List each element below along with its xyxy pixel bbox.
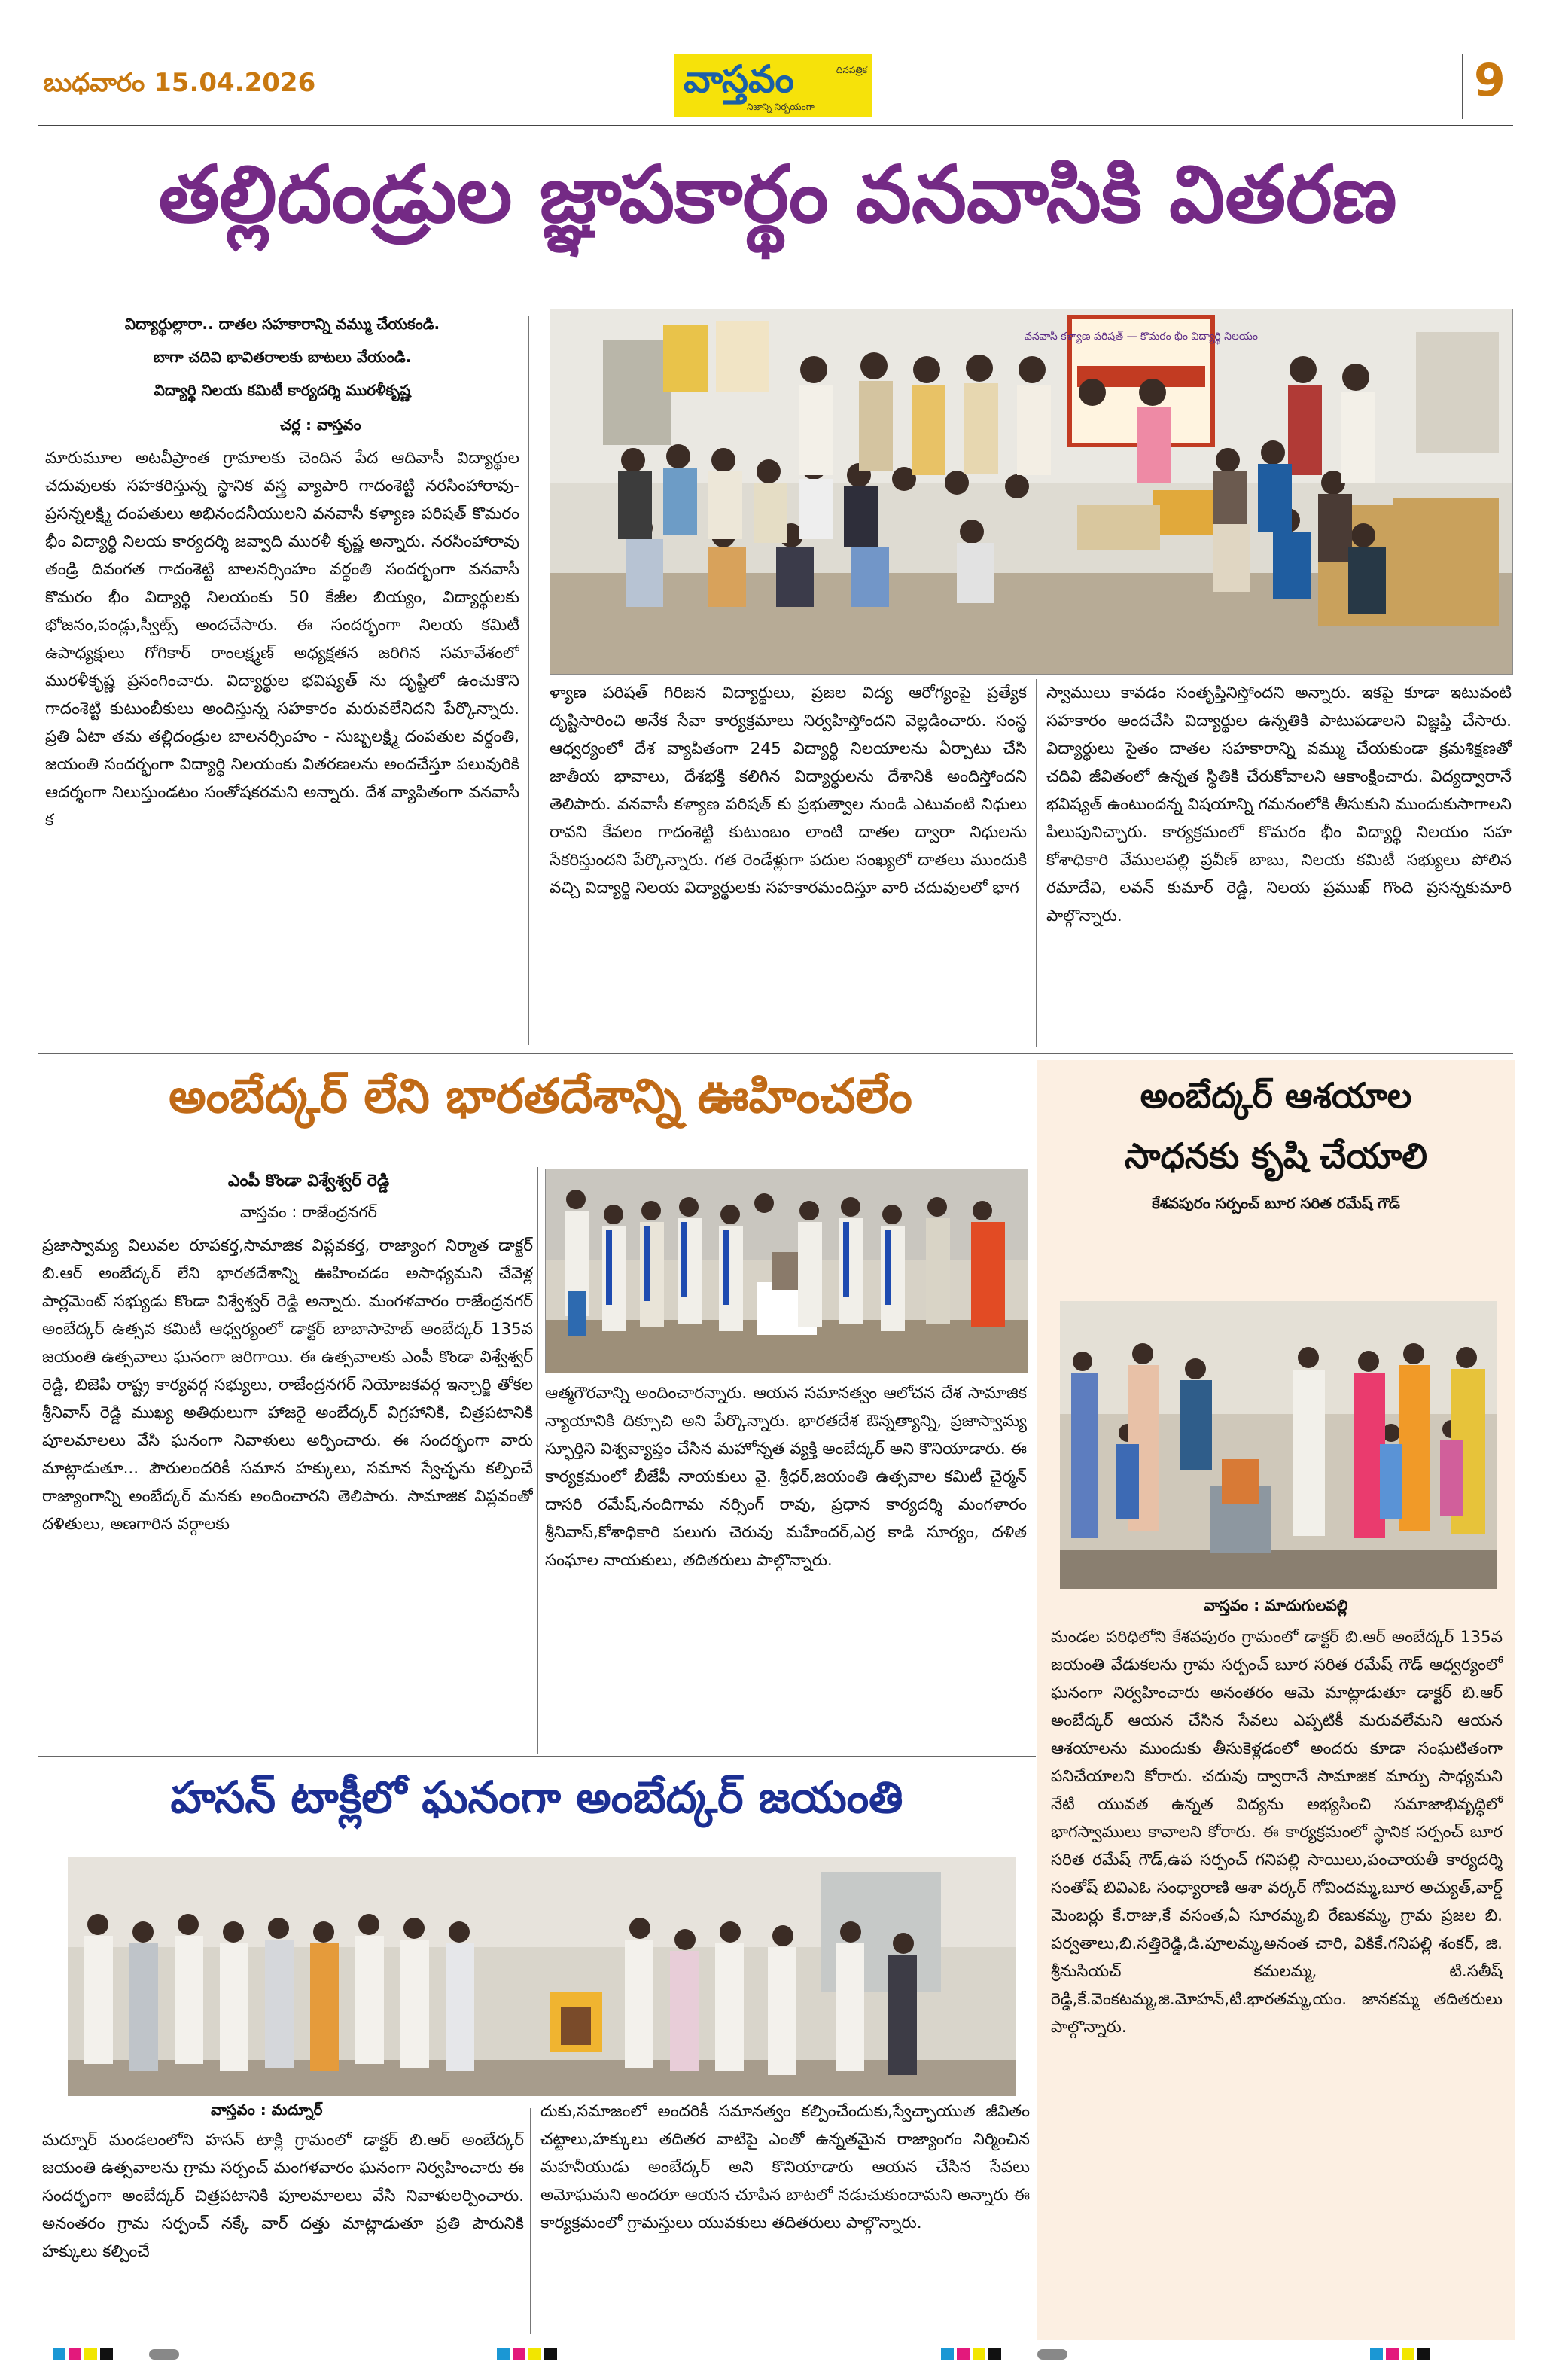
article4-photo [68, 1857, 1016, 2096]
main-headline: తల్లిదండ్రుల జ్ఞాపకార్థం వనవాసికి వితరణ [158, 148, 1397, 240]
article1-credit: చర్ల : వాస్తవం [280, 416, 361, 434]
issue-date: బుధవారం 15.04.2026 [44, 68, 316, 98]
article1-col3-text: స్వాములు కావడం సంతృప్తినిస్తోందని అన్నారు. ఇకపై కూడా ఇటువంటి సహకారం అందచేసి విద్యార్థుల ఉన్నతికి పాటుపడాలని విజ్ఞప్తి చేసారు. విద్యార్థులు సైతం దాతల సహకారాన్ని వమ్ము చేయకుండా క్రమశిక్షణతో చదివి జీవితంలో ఉన్నత స్థితికి చేరుకోవాలని ఆకాంక్షించారు. విద్యద్వారానే భవిష్యత్ ఉంటుందన్న విషయాన్ని గమనంలోకి తీసుకుని ముందుకుసాగాలని పిలుపునిచ్చారు. కార్యక్రమంలో కొమరం భీం విద్యార్థి నిలయం సహ కోశాధికారి వేములపల్లి ప్రవీణ్ బాబు, నిలయ కమిటీ సభ్యులు పోలిన రమాదేవి, లవన్ కుమార్ రెడ్డి, నిలయ ప్రముఖ్ గొంది ప్రసన్నకుమారి పాల్గొన్నారు. [1046, 684, 1512, 925]
article1-column-1 [45, 444, 519, 1047]
masthead-tagline: నిజాన్ని నిర్భయంగా [747, 102, 815, 112]
page-number-divider [1462, 54, 1463, 119]
section-rule [1036, 1053, 1513, 1054]
registration-marks [53, 2346, 182, 2360]
masthead-logo [674, 54, 872, 117]
article4-column-2 [540, 2098, 1030, 2333]
masthead-title: వాస్తవం [684, 57, 794, 101]
article4-col2-text: దుకు,సమాజంలో అందరికీ సమానత్వం కల్పించేందుకు,స్వేచ్ఛాయుత జీవితం చట్టాలు,హక్కులు తదితర వాటిపై ఎంతో ఉన్నతమైన రాజ్యాంగం నిర్మించిన మహనీయుడు అంబేద్కర్ అని కొనియాడారు ఆయన చేసిన సేవలు అమోఘమని అందరూ ఆయన చూపిన బాటలో నడుచుకుందామని అన్నారు ఈ కార్యక్రమంలో గ్రామస్తులు యువకులు తదితరులు పాల్గొన్నారు. [540, 2102, 1030, 2232]
registration-marks [941, 2346, 1070, 2360]
masthead-side-text: దినపత్రిక [836, 65, 867, 75]
article2-column-2 [545, 1379, 1027, 1753]
article3-body [1051, 1623, 1503, 2331]
article2-col1-text: ప్రజాస్వామ్య విలువల రూపకర్త,సామాజిక విప్లవకర్త, రాజ్యాంగ నిర్మాత డాక్టర్ బి.ఆర్ అంబేద్కర్ లేని భారతదేశాన్ని ఊహించడం అసాధ్యమని చేవెళ్ల పార్లమెంట్ సభ్యుడు కొండా విశ్వేశ్వర్ రెడ్డి అన్నారు. మంగళవారం రాజేంద్రనగర్ అంబేద్కర్ ఉత్సవ కమిటీ ఆధ్వర్యంలో డాక్టర్ బాబాసాహెబ్ అంబేద్కర్ 135వ జయంతి ఉత్సవాలు ఘనంగా జరిగాయి. ఈ ఉత్సవాలకు ఎంపీ కొండా విశ్వేశ్వర్ రెడ్డి, బిజెపి రాష్ట్ర కార్యవర్గ సభ్యులు, రాజేంద్రనగర్ నియోజకవర్గ ఇన్చార్జి తోకల శ్రీనివాస్ రెడ్డి ముఖ్య అతిథులుగా హాజరై అంబేద్కర్ విగ్రహానికి, చిత్రపటానికి పూలమాలలు వేసి ఘనంగా నివాళులు అర్పించారు. ఈ సందర్భంగా వారు మాట్లాడుతూ... పౌరులందరికీ సమాన హక్కులు, సమాన స్వేచ్ఛను కల్పించే రాజ్యాంగాన్ని అంబేద్కర్ మనకు అందించారని తెలిపారు. సామాజిక విప్లవంతో దళితులు, అణగారిన వర్గాలకు [42, 1236, 533, 1534]
article4-credit: వాస్తవం : మద్నూర్ [211, 2101, 323, 2119]
article3-headline-line-1: అంబేద్కర్ ఆశయాల [1140, 1075, 1412, 1116]
intro-line-3: విద్యార్థి నిలయ కమిటీ కార్యదర్శి మురళీకృష్ణ [154, 381, 411, 399]
article1-col1-text: మారుమూల అటవీప్రాంత గ్రామాలకు చెందిన పేద ఆదివాసీ విద్యార్థుల చదువులకు సహకరిస్తున్న స్థానిక వస్త్ర వ్యాపారి గాదంశెట్టి నరసింహారావు-ప్రసన్నలక్ష్మి దంపతులు అభినందనీయులని వనవాసీ కళ్యాణ పరిషత్ కొమరం భీం విద్యార్థి నిలయ కార్యదర్శి జవ్వాది మురళీ కృష్ణ అన్నారు. నరసింహారావు తండ్రి దివంగత గాదంశెట్టి బాలనర్సింహం వర్ధంతి సందర్భంగా వనవాసీ కొమరం భీం విద్యార్థి నిలయంకు 50 కేజీల బియ్యం, విద్యార్థులకు భోజనం,పండ్లు,స్వీట్స్ అందచేసారు. ఈ సందర్భంగా నిలయ కమిటీ ఉపాధ్యక్షులు గోగికార్ రాంలక్ష్మణ్ అధ్యక్షతన జరిగిన సమావేశంలో మురళీకృష్ణ ప్రసంగించారు. విద్యార్థుల భవిష్యత్ ను దృష్టిలో ఉంచుకొని గాదంశెట్టి కుటుంబీకులు అందిస్తున్న సహకారం మరువలేనిదని పేర్కొన్నారు. ప్రతి ఏటా తమ తల్లిదండ్రుల బాలనర్సింహం - సుబ్బలక్ష్మి దంపతుల వర్ధంతి, జయంతి సందర్భంగా విద్యార్థి నిలయంకు వితరణలను అందచేస్తూ పలువురికి ఆదర్శంగా నిలుస్తుండటం సంతోషకరమని అన్నారు. దేశ వ్యాపితంగా వనవాసీ క [45, 449, 519, 830]
article3-photo [1060, 1301, 1497, 1589]
article2-byline: ఎంపీ కొండా విశ్వేశ్వర్ రెడ్డి [227, 1172, 390, 1190]
section-rule [38, 1053, 1046, 1054]
article2-photo [545, 1169, 1028, 1373]
article1-photo [550, 309, 1513, 675]
article4-col1-text: మద్నూర్ మండలంలోని హసన్ టాక్లి గ్రామంలో డాక్టర్ బి.ఆర్ అంబేద్కర్ జయంతి ఉత్సవాలను గ్రామ సర్పంచ్ మంగళవారం ఘనంగా నిర్వహించారు ఈ సందర్భంగా అంబేద్కర్ చిత్రపటానికి పూలమాలలు వేసి నివాళులర్పించారు. అనంతరం గ్రామ సర్పంచ్ నక్కే వార్ దత్తు మాట్లాడుతూ ప్రతి పౌరునికి హక్కులు కల్పించే [42, 2131, 524, 2261]
column-divider [528, 316, 529, 1045]
article2-column-1 [42, 1232, 533, 1751]
article3-credit: వాస్తవం : మాదుగులపల్లి [1204, 1596, 1348, 1614]
header-rule [38, 125, 1513, 126]
article2-credit: వాస్తవం : రాజేంద్రనగర్ [239, 1203, 378, 1221]
intro-line-1: విద్యార్థుల్లారా.. దాతల సహకారాన్ని వమ్ము చేయకండి. [124, 315, 440, 333]
article4-column-1 [42, 2126, 524, 2333]
page-number: 9 [1474, 54, 1506, 107]
article4-headline: హసన్ టాక్లీలో ఘనంగా అంబేద్కర్ జయంతి [170, 1772, 903, 1823]
registration-marks [497, 2346, 560, 2360]
banner-text: వనవాసీ కళ్యాణ పరిషత్ — కొమరం భీం విద్యార్థి నిలయం [1024, 331, 1259, 343]
article1-column-3 [1046, 679, 1512, 1047]
article2-col2-text: ఆత్మగౌరవాన్ని అందించారన్నారు. ఆయన సమానత్వం ఆలోచన దేశ సామాజిక న్యాయానికి దిక్సూచి అని పేర్కొన్నారు. భారతదేశ ఔన్నత్యాన్ని, ప్రజాస్వామ్య స్ఫూర్తిని విశ్వవ్యాప్తం చేసిన మహోన్నత వ్యక్తి అంబేద్కర్ అని కొనియాడారు. ఈ కార్యక్రమంలో బీజేపీ నాయకులు వై. శ్రీధర్,జయంతి ఉత్సవాల కమిటీ చైర్మన్ దాసరి రమేష్,నందిగామ నర్సింగ్ రావు, ప్రధాన కార్యదర్శి మంగళారం శ్రీనివాస్,కోశాధికారి పలుగు చెరువు మహేందర్,ఎర్ర కాడి సూర్యం, దళిత సంఘాల నాయకులు, తదితరులు పాల్గొన్నారు. [545, 1384, 1027, 1570]
article3-byline: కేశవపురం సర్పంచ్ బూర సరిత రమేష్ గౌడ్ [1152, 1194, 1400, 1212]
article2-headline: అంబేద్కర్ లేని భారతదేశాన్ని ఊహించలేం [169, 1068, 912, 1123]
intro-line-2: బాగా చదివి భావితరాలకు బాటలు వేయండి. [153, 348, 412, 366]
section-rule [38, 1756, 1036, 1757]
registration-marks [1370, 2346, 1433, 2360]
article1-column-2 [550, 679, 1027, 1047]
column-divider [1036, 679, 1037, 1047]
article3-headline-line-2: సాధనకు కృషి చేయాలి [1125, 1135, 1427, 1176]
article3-body-text: మండల పరిధిలోని కేశవపురం గ్రామంలో డాక్టర్ బి.ఆర్ అంబేద్కర్ 135వ జయంతి వేడుకలను గ్రామ సర్పంచ్ బూర సరిత రమేష్ గౌడ్ ఆధ్వర్యంలో ఘనంగా నిర్వహించారు అనంతరం ఆమె మాట్లాడుతూ డాక్టర్ బి.ఆర్ అంబేద్కర్ ఆయన చేసిన సేవలు ఎప్పటికీ మరువలేమని ఆయన ఆశయాలను ముందుకు తీసుకెళ్లడంలో అందరు కూడా సంఘటితంగా పనిచేయాలని కోరారు. చదువు ద్వారానే సామాజిక మార్పు సాధ్యమని నేటి యువత ఉన్నత విద్యను అభ్యసించి సమాజాభివృద్ధిలో భాగస్వాములు కావాలని కోరారు. ఈ కార్యక్రమంలో స్థానిక సర్పంచ్ బూర సరిత రమేష్ గౌడ్,ఉప సర్పంచ్ గనిపల్లి సాయిలు,పంచాయతీ కార్యదర్శి సంతోష్ బివిఎఓ సంధ్యారాణి ఆశా వర్కర్ గోవిందమ్మ,బూర అచ్యుత్,వార్డ్ మెంబర్లు కే.రాజు,కే వసంత,ఏ సూరమ్మ,బి రేణుకమ్మ, గ్రామ ప్రజల బి. పర్వతాలు,బి.సత్తిరెడ్డి,డి.పూలమ్మ,అనంత చారి, వికికే.గనిపల్లి శంకర్, జి. శ్రీనుసియచ్ కమలమ్మ, టి.సతీష్ రెడ్డి,కే.వెంకటమ్మ,జి.మోహన్,టి.భారతమ్మ,యం. జానకమ్మ తదితరులు పాల్గొన్నారు. [1051, 1628, 1503, 2037]
article1-col2-text: ళ్యాణ పరిషత్ గిరిజన విద్యార్థులు, ప్రజల విద్య ఆరోగ్యంపై ప్రత్యేక దృష్టిసారించి అనేక సేవా కార్యక్రమాలు నిర్వహిస్తోందని వెల్లడించారు. సంస్థ ఆధ్వర్యంలో దేశ వ్యాపితంగా 245 విద్యార్థి నిలయాలను ఏర్పాటు చేసి జాతీయ భావాలు, దేశభక్తి కలిగిన విద్యార్థులను దేశానికి అందిస్తోందని తెలిపారు. వనవాసీ కళ్యాణ పరిషత్ కు ప్రభుత్వాల నుండి ఎటువంటి నిధులు రావని కేవలం గాదంశెట్టి కుటుంబం లాంటి దాతల ద్వారా నిధులను సేకరిస్తుందని పేర్కొన్నారు. గత రెండేళ్లుగా పదుల సంఖ్యలో దాతలు ముందుకి వచ్చి విద్యార్థి నిలయ విద్యార్థులకు సహకారమందిస్తూ వారి చదువులలో భాగ [550, 684, 1027, 897]
column-divider [530, 2108, 531, 2334]
column-divider [537, 1167, 538, 1754]
